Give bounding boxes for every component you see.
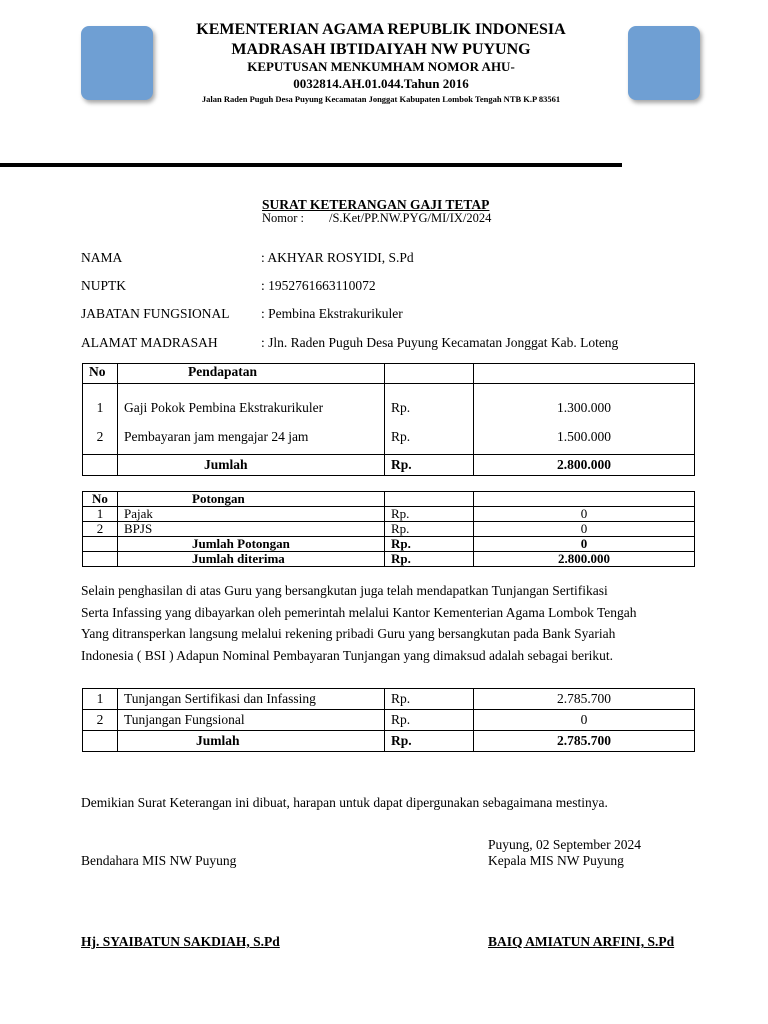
value-nama: : AKHYAR ROSYIDI, S.Pd [261, 250, 414, 265]
header-school: MADRASAH IBTIDAIYAH NW PUYUNG [231, 41, 531, 58]
table-row [83, 689, 695, 710]
total-received-amount: 2.800.000 [474, 552, 695, 567]
income-total-amount: 2.800.000 [474, 455, 695, 476]
treasurer-name: Hj. SYAIBATUN SAKDIAH, S.Pd [81, 934, 280, 949]
allowance-total-currency: Rp. [385, 731, 474, 752]
header-decree-line1: KEPUTUSAN MENKUMHAM NOMOR AHU- [247, 59, 515, 74]
deduction-no: 1 [83, 507, 118, 522]
allowance-amount: 0 [474, 710, 695, 731]
allowance-currency: Rp. [385, 710, 474, 731]
table-total-row [83, 455, 695, 476]
allowance-paragraph [81, 580, 711, 666]
deduction-currency: Rp. [385, 507, 474, 522]
deduction-item: BPJS [118, 522, 385, 537]
total-received-currency: Rp. [385, 552, 474, 567]
income-row-currency: Rp. [391, 400, 411, 415]
income-row-currency: Rp. [391, 429, 411, 444]
allowances-table [82, 688, 695, 752]
header-potongan: Potongan [118, 492, 385, 507]
total-deduction-amount: 0 [474, 537, 695, 552]
allowance-item: Tunjangan Fungsional [118, 710, 385, 731]
table-row [83, 522, 695, 537]
header-divider [0, 163, 622, 167]
allowance-no: 2 [83, 710, 118, 731]
header-no: No [83, 492, 118, 507]
headmaster-name: BAIQ AMIATUN ARFINI, S.Pd [488, 934, 675, 949]
value-nuptk: : 1952761663110072 [261, 278, 376, 293]
deduction-amount: 0 [474, 522, 695, 537]
income-row-amount: 1.300.000 [557, 400, 611, 415]
allowance-amount: 2.785.700 [474, 689, 695, 710]
header-pendapatan: Pendapatan [118, 364, 385, 384]
label-nama: NAMA [81, 250, 123, 265]
header-no: No [83, 364, 118, 384]
deductions-table [82, 491, 695, 567]
paragraph-line: Indonesia ( BSI ) Adapun Nominal Pembayaran Tunjangan yang dimaksud adalah sebagai berikut. [81, 647, 614, 663]
table-body-row [83, 384, 695, 455]
income-row-no: 1 [96, 400, 104, 415]
deduction-amount: 0 [474, 507, 695, 522]
letter-title: SURAT KETERANGAN GAJI TETAP [262, 197, 490, 212]
table-header-row [83, 492, 695, 507]
treasurer-title: Bendahara MIS NW Puyung [81, 853, 237, 868]
table-row [83, 507, 695, 522]
deduction-item: Pajak [118, 507, 385, 522]
total-deduction-label: Jumlah Potongan [118, 537, 385, 552]
paragraph-line: Yang ditransperkan langsung melalui rekening pribadi Guru yang bersangkutan pada Bank Syariah [81, 626, 616, 641]
table-row [83, 710, 695, 731]
income-row-item: Pembayaran jam mengajar 24 jam [124, 429, 309, 444]
deduction-currency: Rp. [385, 522, 474, 537]
income-total-label: Jumlah [118, 455, 385, 476]
label-nuptk: NUPTK [81, 278, 127, 293]
income-table [82, 363, 695, 476]
table-total-row [83, 552, 695, 567]
right-logo [628, 26, 700, 100]
closing-statement: Demikian Surat Keterangan ini dibuat, harapan untuk dapat dipergunakan sebagaimana mestinya. [81, 795, 608, 810]
letter-number-label: Nomor : [262, 211, 305, 225]
paragraph-line: Serta Infassing yang dibayarkan oleh pemerintah melalui Kantor Kementerian Agama Lombok Tengah [81, 604, 637, 620]
deduction-no: 2 [83, 522, 118, 537]
total-received-label: Jumlah diterima [118, 552, 385, 567]
label-alamat: ALAMAT MADRASAH [81, 335, 218, 350]
allowance-currency: Rp. [385, 689, 474, 710]
left-logo [81, 26, 153, 100]
table-total-row [83, 537, 695, 552]
header-decree-line2: 0032814.AH.01.044.Tahun 2016 [293, 76, 469, 91]
allowance-item: Tunjangan Sertifikasi dan Infassing [118, 689, 385, 710]
total-deduction-currency: Rp. [385, 537, 474, 552]
header-address: Jalan Raden Puguh Desa Puyung Kecamatan Jonggat Kabupaten Lombok Tengah NTB K.P 83561 [201, 94, 561, 104]
header-ministry: KEMENTERIAN AGAMA REPUBLIK INDONESIA [196, 21, 566, 38]
value-jabatan: : Pembina Ekstrakurikuler [261, 306, 403, 321]
table-header-row [83, 364, 695, 384]
income-total-currency: Rp. [385, 455, 474, 476]
paragraph-line: Selain penghasilan di atas Guru yang bersangkutan juga telah mendapatkan Tunjangan Sertifikasi [81, 583, 608, 598]
letter-number-value: /S.Ket/PP.NW.PYG/MI/IX/2024 [329, 211, 492, 225]
allowance-total-amount: 2.785.700 [474, 731, 695, 752]
income-row-amount: 1.500.000 [557, 429, 611, 444]
income-row-item: Gaji Pokok Pembina Ekstrakurikuler [124, 400, 324, 415]
label-jabatan: JABATAN FUNGSIONAL [81, 306, 230, 321]
place-date: Puyung, 02 September 2024 [488, 837, 641, 852]
allowance-no: 1 [83, 689, 118, 710]
value-alamat: : Jln. Raden Puguh Desa Puyung Kecamatan Jonggat Kab. Loteng [261, 335, 619, 350]
income-row-no: 2 [96, 429, 104, 444]
headmaster-title: Kepala MIS NW Puyung [488, 853, 624, 868]
table-total-row [83, 731, 695, 752]
allowance-total-label: Jumlah [118, 731, 385, 752]
